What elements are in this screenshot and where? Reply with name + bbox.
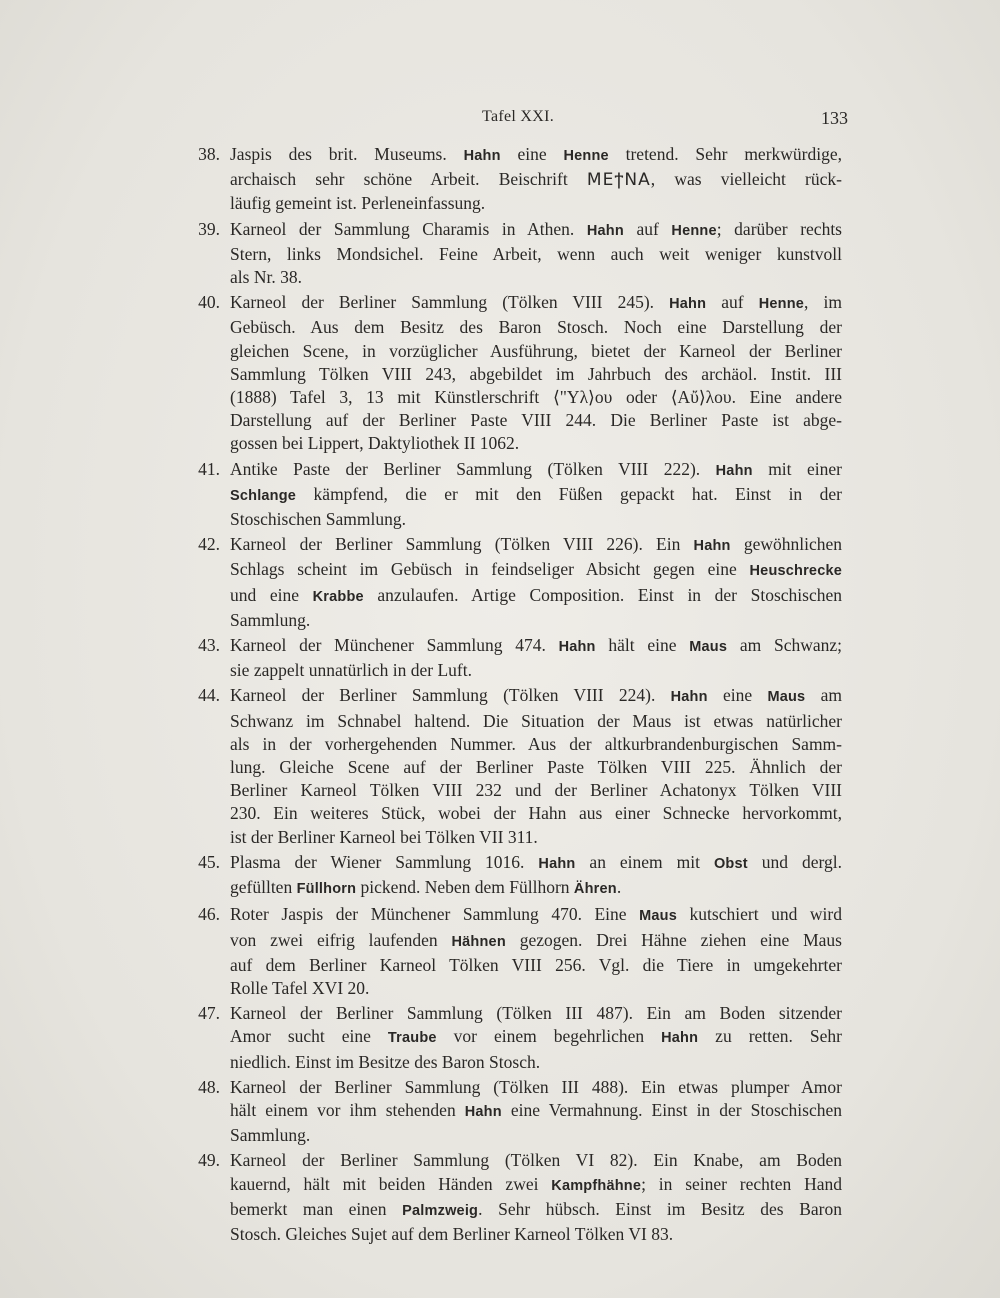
emphasized-term: Palmzweig	[402, 1202, 479, 1219]
entry-number: 44.	[198, 685, 220, 706]
entry-number: 46.	[198, 904, 220, 925]
entry-text-line	[230, 710, 842, 733]
entry-text-line	[230, 1051, 842, 1074]
catalogue-entries	[0, 143, 1000, 1248]
text-run: Sammlung.	[230, 1125, 311, 1146]
text-run: Karneol der Berliner Sammlung (Tölken III 487). Ein am Boden sitzender	[230, 1003, 842, 1024]
text-run: auf dem Berliner Karneol Tölken VIII 256. Vgl. die Tiere in umgekehrter	[230, 954, 842, 975]
text-run: tretend. Sehr merkwürdige,	[608, 144, 842, 164]
entry-text-line	[230, 733, 842, 756]
entry-text-line	[230, 1149, 842, 1172]
inscription-text: ΜΕϯΝΑ	[586, 170, 651, 191]
entry-text-line	[230, 316, 842, 339]
text-run: ; in seiner rechten Hand	[641, 1173, 843, 1194]
text-run: ; darüber rechts	[716, 218, 842, 239]
entry-text-line	[230, 876, 842, 901]
text-run: vor einem begehrlichen	[436, 1026, 662, 1047]
catalogue-entry	[0, 143, 842, 216]
entry-text-line	[230, 684, 842, 709]
text-run: und dergl.	[747, 851, 842, 872]
text-run: Karneol der Berliner Sammlung (Tölken VI 82). Ein Knabe, am Boden	[230, 1150, 842, 1171]
entry-number: 47.	[198, 1003, 220, 1024]
entry-text-line	[230, 340, 842, 363]
entry-text-line	[230, 432, 842, 455]
emphasized-term: Kampfhähne	[551, 1177, 642, 1194]
text-run: (1888) Tafel 3, 13 mit Künstlerschrift ⟨"Yλ⟩ου oder ⟨Aὔ⟩λου. Eine andere	[230, 387, 842, 408]
emphasized-term: Hahn	[715, 462, 753, 479]
entry-number: 41.	[198, 458, 220, 479]
text-run: kauernd, hält mit beiden Händen zwei	[230, 1173, 552, 1194]
entry-text-line	[230, 243, 842, 266]
entry-number: 42.	[198, 534, 220, 555]
entry-text-line	[230, 409, 842, 432]
emphasized-term: Maus	[639, 908, 677, 925]
emphasized-term: Heuschrecke	[749, 563, 842, 580]
catalogue-entry	[0, 634, 842, 682]
text-run: anzulaufen. Artige Composition. Einst in der Stoschischen	[363, 584, 842, 605]
entry-text-line	[230, 756, 842, 779]
text-run: kutschiert und wird	[677, 904, 842, 925]
entry-text-line	[230, 483, 842, 508]
text-run: Karneol der Berliner Sammlung (Tölken VIII 226). Ein	[230, 534, 694, 555]
entry-text-line	[230, 779, 842, 802]
emphasized-term: Hahn	[693, 538, 731, 555]
text-run: Plasma der Wiener Sammlung 1016.	[230, 851, 539, 872]
text-run: Stern, links Mondsichel. Feine Arbeit, wenn auch weit weniger kunstvoll	[230, 243, 842, 264]
entry-text-line	[230, 143, 842, 168]
entry-text-line	[230, 386, 842, 409]
text-run: Stoschischen Sammlung.	[230, 509, 406, 530]
entry-text-line	[230, 1223, 842, 1246]
text-run: ist der Berliner Karneol bei Tölken VII 311.	[230, 826, 538, 847]
text-run: sie zappelt unnatürlich in der Luft.	[230, 660, 473, 681]
entry-number: 39.	[198, 218, 220, 239]
entry-text-line	[230, 1076, 842, 1099]
entry-text-line	[230, 291, 842, 316]
text-run: eine	[707, 685, 768, 706]
text-run: gleichen Scene, in vorzüglicher Ausführung, bietet der Karneol der Berliner	[230, 340, 842, 361]
entry-text-line	[230, 929, 842, 954]
page-header	[482, 108, 848, 132]
text-run: am	[805, 685, 842, 706]
entry-text-line	[230, 851, 842, 876]
entry-text-line	[230, 192, 842, 215]
text-run: hält eine	[595, 635, 690, 656]
catalogue-entry	[0, 291, 842, 455]
text-run: Karneol der Münchener Sammlung 474.	[230, 635, 559, 656]
entry-text-line	[230, 609, 842, 632]
text-run: Karneol der Sammlung Charamis in Athen.	[230, 218, 587, 239]
emphasized-term: Hahn	[463, 148, 501, 164]
emphasized-term: Maus	[767, 689, 806, 706]
catalogue-entry	[0, 533, 842, 632]
text-run: am Schwanz;	[727, 635, 843, 656]
text-run: gossen bei Lippert, Daktyliothek II 1062.	[230, 433, 520, 454]
text-run: Darstellung auf der Berliner Paste VIII 244. Die Berliner Paste ist abge-	[230, 410, 842, 431]
entry-number: 49.	[198, 1150, 220, 1171]
text-run: auf	[623, 218, 672, 239]
text-run: eine Vermahnung. Einst in der Stoschischen	[501, 1099, 842, 1120]
catalogue-entry	[0, 1002, 842, 1074]
emphasized-term: Henne	[758, 296, 805, 313]
text-run: mit einer	[752, 458, 842, 479]
text-run: Schwanz im Schnabel haltend. Die Situation der Maus ist etwas natürlicher	[230, 710, 842, 731]
text-run: gewöhnlichen	[730, 534, 842, 555]
emphasized-term: Hahn	[661, 1030, 699, 1047]
entry-text-line	[230, 659, 842, 682]
text-run: Antike Paste der Berliner Sammlung (Tölken VIII 222).	[230, 458, 716, 479]
text-run: als in der vorhergehenden Nummer. Aus der altkurbrandenburgischen Samm-	[230, 733, 842, 754]
entry-text-line	[230, 1002, 842, 1025]
entry-text-line	[230, 954, 842, 977]
text-run: läufig gemeint ist. Perleneinfassung.	[230, 193, 486, 214]
entry-text-line	[230, 218, 842, 243]
emphasized-term: Traube	[387, 1030, 437, 1047]
text-run: .	[616, 877, 622, 898]
text-run: 230. Ein weiteres Stück, wobei der Hahn aus einer Schnecke hervorkommt,	[230, 803, 842, 824]
running-title: Tafel XXI.	[482, 108, 555, 125]
text-run: pickend. Neben dem Füllhorn	[356, 877, 574, 898]
entry-text-line	[230, 826, 842, 849]
emphasized-term: Ähren	[573, 881, 617, 898]
catalogue-entry	[0, 684, 842, 848]
text-run: Roter Jaspis der Münchener Sammlung 470. Eine	[230, 904, 640, 925]
text-run: Karneol der Berliner Sammlung (Tölken VIII 245).	[230, 292, 670, 313]
entry-number: 45.	[198, 851, 220, 872]
text-run: Gebüsch. Aus dem Besitz des Baron Stosch. Noch eine Darstellung der	[230, 317, 842, 338]
entry-text-line	[230, 363, 842, 386]
catalogue-entry	[0, 1149, 842, 1246]
emphasized-term: Hahn	[586, 222, 624, 239]
text-run: an einem mit	[575, 851, 714, 872]
text-run: Rolle Tafel XVI 20.	[230, 977, 370, 998]
text-run: Karneol der Berliner Sammlung (Tölken VIII 224).	[230, 685, 671, 706]
emphasized-term: Schlange	[230, 487, 297, 504]
entry-text-line	[230, 903, 842, 928]
text-run: lung. Gleiche Scene auf der Berliner Paste Tölken VIII 225. Ähnlich der	[230, 757, 842, 778]
entry-text-line	[230, 508, 842, 531]
entry-text-line	[230, 584, 842, 609]
catalogue-entry	[0, 1076, 842, 1148]
entry-text-line	[230, 1025, 842, 1050]
catalogue-entry	[0, 903, 842, 1000]
entry-text-line	[230, 558, 842, 583]
text-run: und eine	[230, 584, 313, 605]
entry-number: 43.	[198, 635, 220, 656]
text-run: Stosch. Gleiches Sujet auf dem Berliner Karneol Tölken VI 83.	[230, 1223, 674, 1244]
catalogue-entry	[0, 458, 842, 532]
entry-text-line	[230, 802, 842, 825]
entry-text-line	[230, 977, 842, 1000]
text-run: archaisch sehr schöne Arbeit. Beischrift	[230, 169, 587, 190]
entry-text-line	[230, 168, 842, 192]
emphasized-term: Hahn	[669, 296, 707, 313]
emphasized-term: Hahn	[464, 1103, 502, 1120]
text-run: . Sehr hübsch. Einst im Besitz des Baron	[478, 1198, 842, 1219]
text-run: , im	[804, 292, 842, 313]
entry-text-line	[230, 266, 842, 289]
emphasized-term: Füllhorn	[296, 881, 357, 898]
entry-number: 38.	[198, 144, 220, 164]
text-run: eine	[500, 144, 564, 164]
entry-number: 48.	[198, 1076, 220, 1097]
text-run: bemerkt man einen	[230, 1198, 403, 1219]
entry-text-line	[230, 1099, 842, 1124]
entry-text-line	[230, 1173, 842, 1198]
text-run: hält einem vor ihm stehenden	[230, 1099, 465, 1120]
text-run: zu retten. Sehr	[698, 1026, 842, 1047]
entry-text-line	[230, 458, 842, 483]
emphasized-term: Krabbe	[312, 588, 364, 605]
emphasized-term: Hahn	[670, 689, 708, 706]
text-run: Berliner Karneol Tölken VIII 232 und der Berliner Achatonyx Tölken VIII	[230, 780, 842, 801]
entry-text-line	[230, 1198, 842, 1223]
text-run: Sammlung.	[230, 609, 311, 630]
emphasized-term: Henne	[671, 222, 717, 239]
emphasized-term: Obst	[713, 855, 748, 872]
catalogue-entry	[0, 218, 842, 290]
text-run: als Nr. 38.	[230, 267, 302, 288]
emphasized-term: Hähnen	[451, 933, 506, 950]
emphasized-term: Maus	[689, 639, 728, 656]
text-run: auf	[706, 292, 759, 313]
entry-text-line	[230, 1124, 842, 1147]
page-number: 133	[821, 108, 848, 128]
text-run: Schlags scheint im Gebüsch in feindseliger Absicht gegen eine	[230, 559, 750, 580]
text-run: Jaspis des brit. Museums.	[230, 144, 464, 164]
text-run: Sammlung Tölken VIII 243, abgebildet im Jahrbuch des archäol. Instit. III	[230, 363, 842, 384]
text-run: Karneol der Berliner Sammlung (Tölken III 488). Ein etwas plumper Amor	[230, 1076, 842, 1097]
catalogue-entry	[0, 851, 842, 901]
emphasized-term: Hahn	[538, 855, 576, 872]
text-run: kämpfend, die er mit den Füßen gepackt hat. Einst in der	[296, 483, 842, 504]
entry-text-line	[230, 634, 842, 659]
entry-number: 40.	[198, 292, 220, 313]
emphasized-term: Henne	[563, 148, 609, 164]
text-run: niedlich. Einst im Besitze des Baron Stosch.	[230, 1051, 541, 1072]
entry-text-line	[230, 533, 842, 558]
text-run: gefüllten	[230, 877, 297, 898]
emphasized-term: Hahn	[558, 639, 596, 656]
text-run: von zwei eifrig laufenden	[230, 929, 452, 950]
text-run: gezogen. Drei Hähne ziehen eine Maus	[505, 929, 842, 950]
text-run: , was vielleicht rück-	[650, 169, 842, 190]
text-run: Amor sucht eine	[230, 1026, 388, 1047]
